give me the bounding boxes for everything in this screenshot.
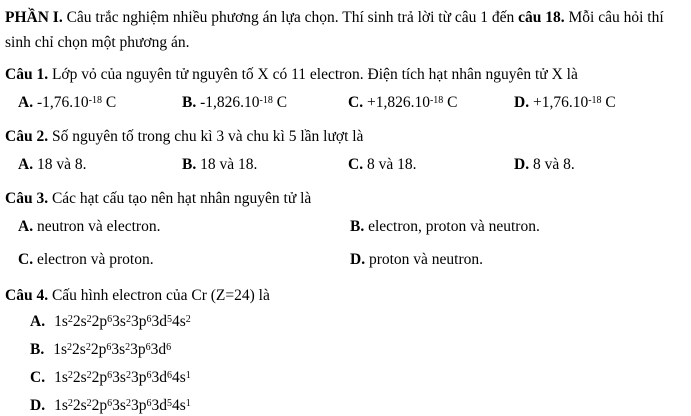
option-3-c xyxy=(18,250,350,270)
option-3-d-letter: D. xyxy=(350,251,366,268)
question-4-label: Câu 4. xyxy=(5,287,49,304)
option-3-b-text: electron, proton và neutron. xyxy=(368,218,540,235)
section-header xyxy=(5,5,686,55)
question-1-text: Lớp vỏ của nguyên tử nguyên tố X có 11 electron. Điện tích hạt nhân nguyên tử X là xyxy=(51,66,578,83)
option-4-d-letter: D. xyxy=(30,397,46,414)
question-3-label: Câu 3. xyxy=(5,190,49,207)
question-block-2 xyxy=(5,127,686,175)
option-3-d-text: proton và neutron. xyxy=(368,251,484,268)
question-block-4 xyxy=(5,286,686,416)
option-2-b xyxy=(182,155,348,175)
question-1-label: Câu 1. xyxy=(5,66,49,83)
option-2-c-letter: C. xyxy=(348,156,364,173)
option-1-a-text: $-1,76.10^{-18}$ C xyxy=(36,94,117,111)
option-3-a xyxy=(18,217,350,237)
option-4-d-text: $1s^22s^22p^63s^23p^63d^54s^1$ xyxy=(54,397,191,414)
option-2-a-letter: A. xyxy=(18,156,34,173)
option-4-b-letter: B. xyxy=(30,341,45,358)
question-3-text: Các hạt cấu tạo nên hạt nhân nguyên tử là xyxy=(51,190,312,207)
option-3-a-text: neutron và electron. xyxy=(36,218,161,235)
section-bold-ref: câu 18. xyxy=(518,9,565,26)
question-2-label: Câu 2. xyxy=(5,128,49,145)
option-4-a xyxy=(5,312,686,332)
option-1-b-text: $-1,826.10^{-18}$ C xyxy=(200,94,288,111)
option-1-d-text: $+1,76.10^{-18}$ C xyxy=(532,94,616,111)
option-2-c xyxy=(348,155,514,175)
question-1-options-row xyxy=(5,93,686,113)
option-1-c-letter: C. xyxy=(348,94,364,111)
option-2-a xyxy=(18,155,182,175)
section-intro-text-2: Mỗi câu hỏi thí sinh chỉ chọn một phương án. xyxy=(5,9,664,51)
question-4-text: Cấu hình electron của Cr (Z=24) là xyxy=(51,287,270,304)
option-4-a-text: $1s^22s^22p^63s^23p^63d^54s^2$ xyxy=(54,313,191,330)
option-3-b-letter: B. xyxy=(350,218,365,235)
section-part-label: PHẦN I. xyxy=(5,9,63,26)
question-block-3 xyxy=(5,189,686,270)
option-3-a-letter: A. xyxy=(18,218,34,235)
option-4-c-letter: C. xyxy=(30,369,46,386)
option-2-d xyxy=(514,155,686,175)
option-2-b-letter: B. xyxy=(182,156,197,173)
option-4-a-letter: A. xyxy=(30,313,46,330)
question-2-text-line xyxy=(5,127,686,147)
question-4-text-line xyxy=(5,286,686,306)
question-3-options-row-2 xyxy=(5,250,686,270)
option-1-a-letter: A. xyxy=(18,94,34,111)
option-1-b xyxy=(182,93,348,113)
option-1-d-letter: D. xyxy=(514,94,530,111)
option-4-b-text: $1s^22s^22p^63s^23p^63d^6$ xyxy=(53,341,172,358)
option-1-a xyxy=(18,93,182,113)
option-1-c-text: $+1,826.10^{-18}$ C xyxy=(366,94,458,111)
question-2-text: Số nguyên tố trong chu kì 3 và chu kì 5 lần lượt là xyxy=(51,128,364,145)
option-4-c xyxy=(5,368,686,388)
question-2-options-row xyxy=(5,155,686,175)
question-3-options-row-1 xyxy=(5,217,686,237)
option-2-c-text: 8 và 18. xyxy=(366,156,417,173)
option-3-c-text: electron và proton. xyxy=(36,251,154,268)
question-1-text-line xyxy=(5,65,686,85)
option-2-b-text: 18 và 18. xyxy=(200,156,258,173)
option-1-b-letter: B. xyxy=(182,94,197,111)
option-2-d-text: 8 và 8. xyxy=(532,156,575,173)
option-2-a-text: 18 và 8. xyxy=(36,156,87,173)
option-1-d xyxy=(514,93,686,113)
question-3-text-line xyxy=(5,189,686,209)
option-4-b xyxy=(5,340,686,360)
section-intro-text: Câu trắc nghiệm nhiều phương án lựa chọn. Thí sinh trả lời từ câu 1 đến xyxy=(66,9,515,26)
option-3-c-letter: C. xyxy=(18,251,34,268)
option-1-c xyxy=(348,93,514,113)
option-2-d-letter: D. xyxy=(514,156,530,173)
option-3-b xyxy=(350,217,686,237)
option-4-d xyxy=(5,396,686,416)
option-3-d xyxy=(350,250,686,270)
option-4-c-text: $1s^22s^22p^63s^23p^63d^64s^1$ xyxy=(54,369,191,386)
question-block-1 xyxy=(5,65,686,113)
